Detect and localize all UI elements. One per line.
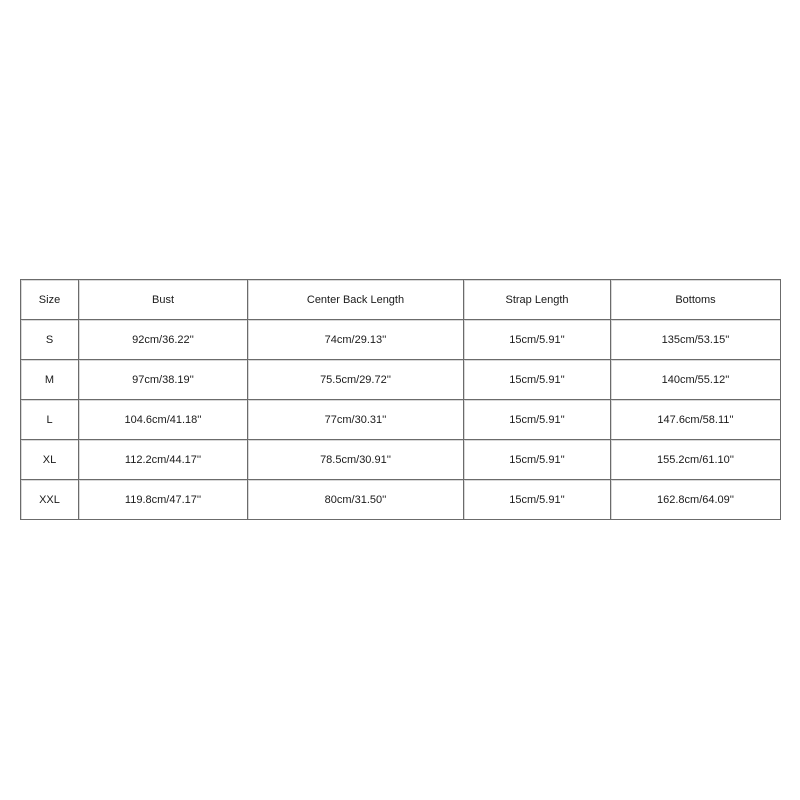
cell-size: M bbox=[21, 360, 79, 400]
cell-strap-length: 15cm/5.91'' bbox=[464, 320, 611, 360]
cell-strap-length: 15cm/5.91'' bbox=[464, 440, 611, 480]
table-row bbox=[21, 320, 781, 360]
cell-center-back-length: 77cm/30.31'' bbox=[248, 400, 464, 440]
table-header-row bbox=[21, 280, 781, 320]
cell-bottoms: 147.6cm/58.11'' bbox=[611, 400, 781, 440]
cell-size: XXL bbox=[21, 480, 79, 520]
size-chart-table bbox=[20, 279, 781, 520]
cell-center-back-length: 80cm/31.50'' bbox=[248, 480, 464, 520]
header-size: Size bbox=[21, 280, 79, 320]
header-center-back-length: Center Back Length bbox=[248, 280, 464, 320]
cell-bust: 119.8cm/47.17'' bbox=[79, 480, 248, 520]
cell-center-back-length: 75.5cm/29.72'' bbox=[248, 360, 464, 400]
cell-bust: 104.6cm/41.18'' bbox=[79, 400, 248, 440]
header-strap-length: Strap Length bbox=[464, 280, 611, 320]
header-bust: Bust bbox=[79, 280, 248, 320]
table-row bbox=[21, 440, 781, 480]
cell-bottoms: 140cm/55.12'' bbox=[611, 360, 781, 400]
table-row bbox=[21, 400, 781, 440]
cell-strap-length: 15cm/5.91'' bbox=[464, 400, 611, 440]
cell-strap-length: 15cm/5.91'' bbox=[464, 480, 611, 520]
cell-center-back-length: 74cm/29.13'' bbox=[248, 320, 464, 360]
cell-size: XL bbox=[21, 440, 79, 480]
cell-bottoms: 162.8cm/64.09'' bbox=[611, 480, 781, 520]
header-bottoms: Bottoms bbox=[611, 280, 781, 320]
cell-bottoms: 155.2cm/61.10'' bbox=[611, 440, 781, 480]
cell-size: L bbox=[21, 400, 79, 440]
cell-strap-length: 15cm/5.91'' bbox=[464, 360, 611, 400]
table-row bbox=[21, 480, 781, 520]
cell-center-back-length: 78.5cm/30.91'' bbox=[248, 440, 464, 480]
cell-bust: 97cm/38.19'' bbox=[79, 360, 248, 400]
cell-size: S bbox=[21, 320, 79, 360]
cell-bottoms: 135cm/53.15'' bbox=[611, 320, 781, 360]
cell-bust: 112.2cm/44.17'' bbox=[79, 440, 248, 480]
cell-bust: 92cm/36.22'' bbox=[79, 320, 248, 360]
table-row bbox=[21, 360, 781, 400]
